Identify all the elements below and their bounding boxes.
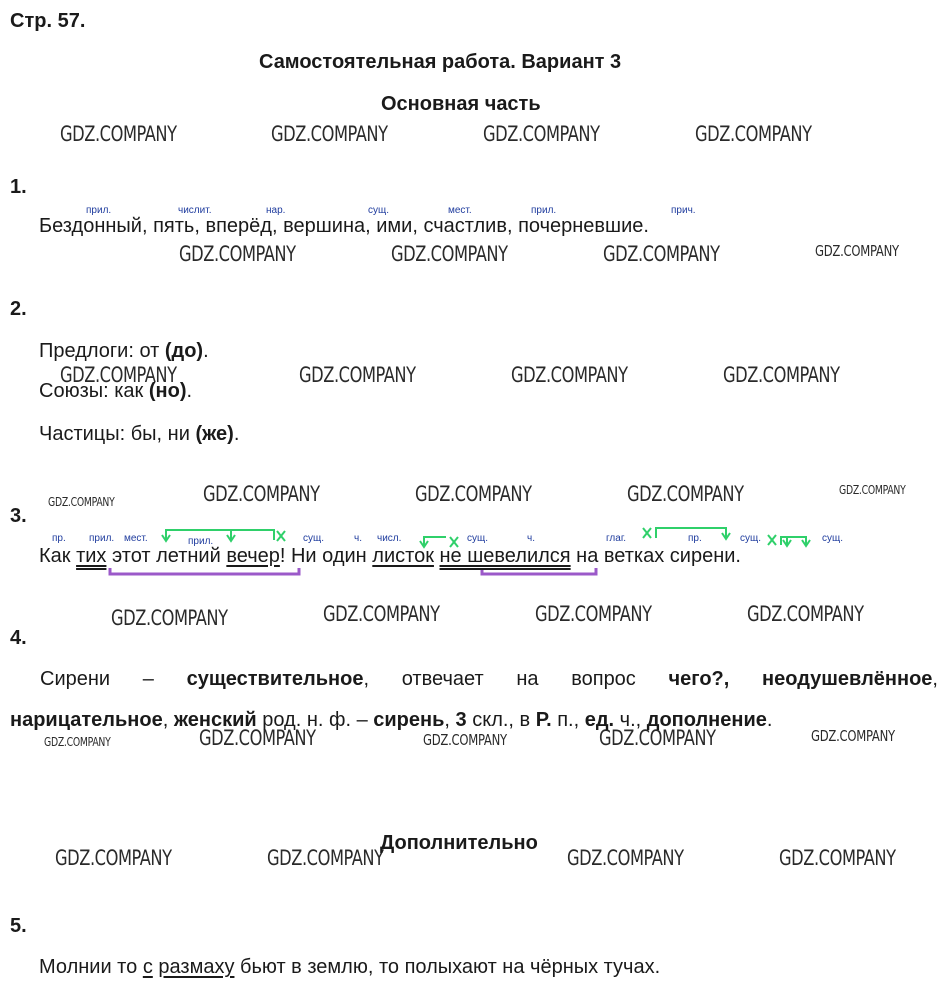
watermark: GDZ.COMPANY [423,731,507,749]
watermark: GDZ.COMPANY [199,726,316,750]
pos-label: сущ. [740,533,762,544]
bold-term: Р. [535,709,552,731]
text: , [444,709,450,731]
label: Союзы: как [39,380,144,402]
text: , [162,709,169,731]
bold-term: нарицательное [10,709,163,731]
bold-term: сирень [373,709,445,731]
pos-label: сущ. [467,533,489,544]
watermark: GDZ.COMPANY [323,602,440,626]
adverbial-word: размаху [158,956,235,978]
watermark: GDZ.COMPANY [55,846,172,870]
task-number: 5. [10,915,27,937]
word: пять, [153,215,200,237]
watermark: GDZ.COMPANY [815,242,899,260]
watermark: GDZ.COMPANY [391,242,508,266]
pos-label: прич. [671,205,696,216]
text: ч., [619,709,647,731]
pos-label: сущ. [368,205,390,216]
watermark: GDZ.COMPANY [535,602,652,626]
watermark: GDZ.COMPANY [48,495,115,509]
watermark: GDZ.COMPANY [603,242,720,266]
pos-label: сущ. [822,533,844,544]
text: п., [557,709,580,731]
work-title: Самостоятельная работа. Вариант 3 [259,51,622,73]
pos-label: ч. [527,533,535,544]
phrase-brackets [110,568,596,574]
watermark: GDZ.COMPANY [567,846,684,870]
task5-sentence [39,956,660,979]
pos-label: прил. [188,536,214,547]
pos-label: прил. [89,533,115,544]
section-title: Основная часть [381,93,541,115]
word: вершина, [283,215,371,237]
answer: (до) [164,340,204,362]
bold-term: женский [173,709,257,731]
words: на ветках сирени. [576,545,741,567]
pos-label: мест. [124,533,148,544]
word: Бездонный, [39,215,148,237]
bold-term: существительное [186,668,364,690]
watermark: GDZ.COMPANY [44,735,111,749]
word: почерневшие. [518,215,649,237]
task-number: 2. [10,298,27,320]
bold-term: 3 [455,709,467,731]
watermark: GDZ.COMPANY [299,363,416,387]
punct: . [186,380,193,402]
watermark: GDZ.COMPANY [267,846,384,870]
words: ! Ни один [279,545,367,567]
punct: . [233,423,240,445]
watermark: GDZ.COMPANY [599,726,716,750]
word: вперёд, [205,215,278,237]
text: бьют в землю, то полыхают на чёрных тучах. [240,956,661,978]
pos-label: числ. [377,533,402,544]
word: счастлив, [423,215,513,237]
task4-line1 [40,668,938,691]
watermark: GDZ.COMPANY [839,483,906,497]
subject-word: листок [372,545,434,567]
text: . [766,709,773,731]
bold-term: чего?, [668,668,730,690]
task-number: 1. [10,176,27,198]
watermark: GDZ.COMPANY [415,482,532,506]
watermark: GDZ.COMPANY [627,482,744,506]
subject-word: вечер [226,545,280,567]
words: этот летний [112,545,221,567]
pos-label: числит. [178,205,212,216]
pos-label: пр. [688,533,702,544]
watermark: GDZ.COMPANY [60,122,177,146]
watermark: GDZ.COMPANY [723,363,840,387]
watermark: GDZ.COMPANY [179,242,296,266]
watermark: GDZ.COMPANY [695,122,812,146]
predicate-word: тих [76,545,107,567]
watermark: GDZ.COMPANY [779,846,896,870]
predicate-word: не шевелился [439,545,571,567]
watermark: GDZ.COMPANY [203,482,320,506]
watermark: GDZ.COMPANY [111,606,228,630]
watermark: GDZ.COMPANY [271,122,388,146]
pos-label: сущ. [303,533,325,544]
punct: . [203,340,209,362]
text: род. н. ф. – [262,709,368,731]
watermark: GDZ.COMPANY [747,602,864,626]
label: Предлоги: от [39,340,160,362]
word: ими, [376,215,418,237]
text: , отвечает на вопрос [363,668,636,690]
pos-label: прил. [86,205,112,216]
watermark: GDZ.COMPANY [60,363,177,387]
pos-label: глаг. [606,533,627,544]
pos-label: прил. [531,205,557,216]
extra-title: Дополнительно [380,832,538,854]
task-number: 3. [10,505,27,527]
watermark: GDZ.COMPANY [483,122,600,146]
task4-line2 [10,709,772,732]
page-number: Стр. 57. [10,10,86,32]
watermark: GDZ.COMPANY [811,727,895,745]
bold-term: ед. [584,709,615,731]
text: скл., в [472,709,531,731]
task3-sentence [39,545,741,568]
pos-label: ч. [354,533,362,544]
pos-label: мест. [448,205,472,216]
answer: (же) [195,423,234,445]
answer: (но) [148,380,187,402]
word: Как [39,545,71,567]
bold-term: неодушевлённое [762,668,933,690]
text: , [932,668,938,690]
pos-label: пр. [52,533,66,544]
text: Молнии то [39,956,138,978]
task-number: 4. [10,627,27,649]
adverbial-word: с [142,956,153,978]
label: Частицы: бы, ни [39,423,190,445]
pos-label: нар. [266,205,286,216]
bold-term: дополнение [646,709,767,731]
watermark: GDZ.COMPANY [511,363,628,387]
text: Сирени – [40,668,154,690]
